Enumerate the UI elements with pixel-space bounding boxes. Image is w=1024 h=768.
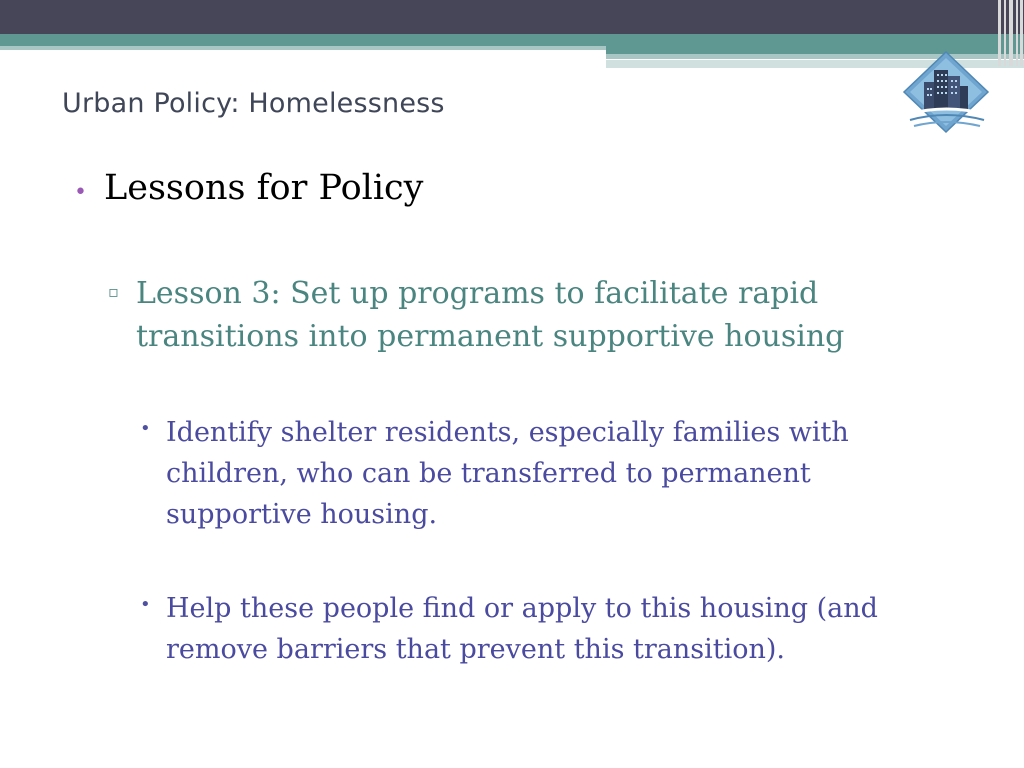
bullet-square-icon: ▫ — [108, 282, 119, 301]
bullet-dot-icon: • — [140, 418, 151, 439]
bullet-dot-icon: • — [74, 180, 87, 205]
bullet-dot-icon: • — [140, 594, 151, 615]
level3-text: Help these people find or apply to this housing (and remove barriers that prevent this transition). — [166, 593, 878, 665]
bullet-level3 — [140, 412, 960, 535]
level2-text: Lesson 3: Set up programs to facilitate rapid transitions into permanent supportive housing — [136, 276, 845, 354]
bullet-level1 — [74, 168, 423, 208]
slide-title: Urban Policy: Homelessness — [62, 88, 445, 119]
bullet-level3 — [140, 588, 960, 670]
level3-text: Identify shelter residents, especially families with children, who can be transferred to permanent supportive housing. — [166, 417, 849, 530]
level1-text: Lessons for Policy — [104, 168, 424, 208]
bullet-level2 — [108, 272, 928, 358]
